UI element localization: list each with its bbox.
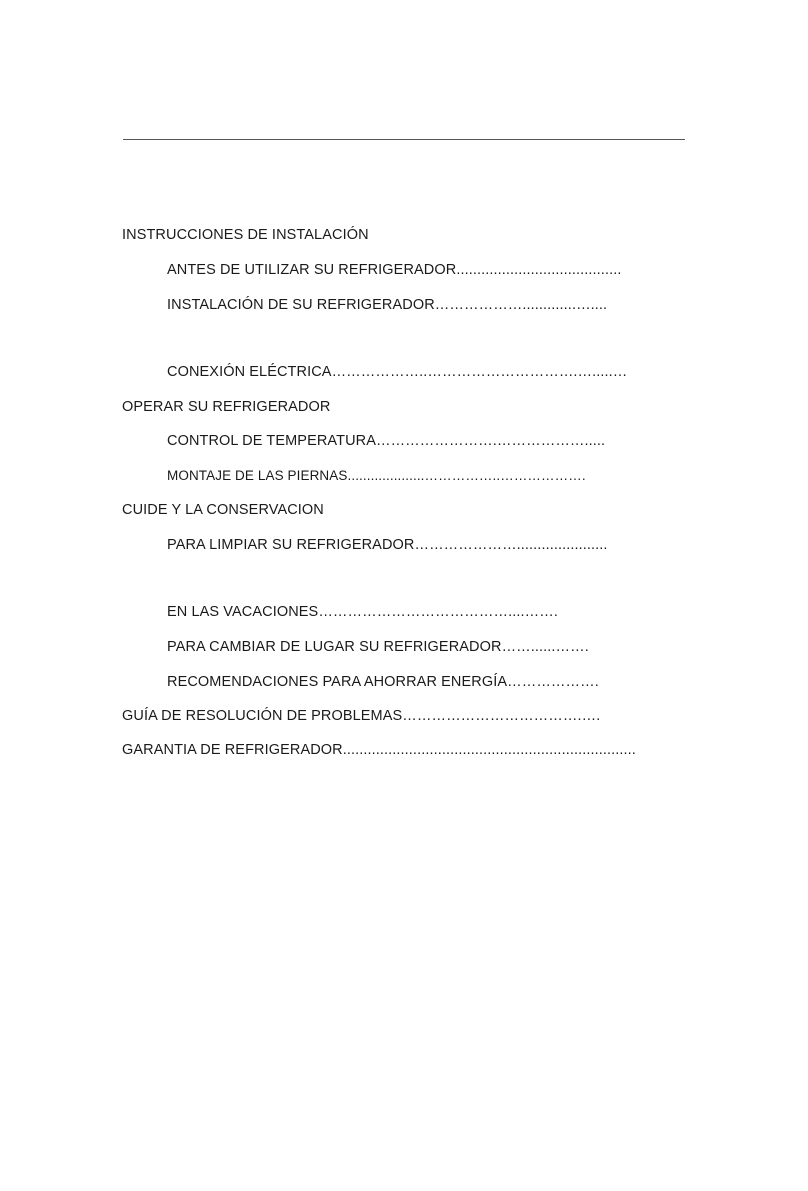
toc-section-installation: [122, 227, 369, 243]
toc-entry-text: GARANTIA DE REFRIGERADOR: [122, 742, 343, 758]
toc-entry-text: PARA CAMBIAR DE LUGAR SU REFRIGERADOR: [167, 639, 502, 655]
toc-section-operation: [122, 399, 330, 415]
toc-entry-text: CUIDE Y LA CONSERVACION: [122, 502, 324, 518]
toc-dot-leader: ……………………………….….: [402, 708, 601, 724]
toc-item-electrical-connection: [167, 364, 627, 380]
toc-item-vacations: [167, 604, 558, 620]
toc-dot-leader: .......................................................................: [342, 742, 636, 758]
toc-section-warranty: [122, 742, 636, 758]
toc-section-care: [122, 502, 324, 518]
toc-dot-leader: …………………………………....…….: [318, 604, 558, 620]
toc-entry-text: PARA LIMPIAR SU REFRIGERADOR: [167, 537, 415, 553]
toc-dot-leader: …………………….……………….....: [375, 433, 606, 449]
toc-entry-text: CONEXIÓN ELÉCTRICA: [167, 364, 332, 380]
toc-item-temperature-control: [167, 433, 605, 449]
toc-dot-leader: ……………….............…....: [434, 297, 608, 313]
toc-item-leg-mounting: [167, 468, 586, 483]
toc-entry-text: OPERAR SU REFRIGERADOR: [122, 399, 331, 415]
toc-entry-text: RECOMENDACIONES PARA AHORRAR ENERGÍA: [167, 674, 508, 690]
toc-item-relocation: [167, 639, 589, 655]
toc-item-cleaning: [167, 537, 608, 553]
toc-dot-leader: ....................……………..……………….: [347, 468, 586, 483]
toc-item-energy-saving: [167, 674, 599, 690]
toc-entry-text: INSTRUCCIONES DE INSTALACIÓN: [122, 227, 369, 243]
toc-dot-leader: …………………......................: [414, 537, 608, 553]
toc-entry-text: GUÍA DE RESOLUCIÓN DE PROBLEMAS: [122, 708, 403, 724]
toc-entry-text: MONTAJE DE LAS PIERNAS: [167, 468, 348, 483]
toc-entry-text: ANTES DE UTILIZAR SU REFRIGERADOR: [167, 262, 457, 278]
toc-dot-leader: ……………….: [507, 674, 599, 690]
toc-entry-text: INSTALACIÓN DE SU REFRIGERADOR: [167, 297, 435, 313]
toc-entry-text: CONTROL DE TEMPERATURA: [167, 433, 376, 449]
toc-item-installation: [167, 297, 607, 313]
toc-item-before-use: [167, 262, 621, 278]
toc-dot-leader: ........................................: [456, 262, 622, 278]
toc-entry-text: EN LAS VACACIONES: [167, 604, 319, 620]
toc-section-troubleshooting: [122, 708, 600, 724]
toc-dot-leader: ………………..………………………….….....…: [331, 364, 628, 380]
toc-dot-leader: ……......…….: [501, 639, 589, 655]
